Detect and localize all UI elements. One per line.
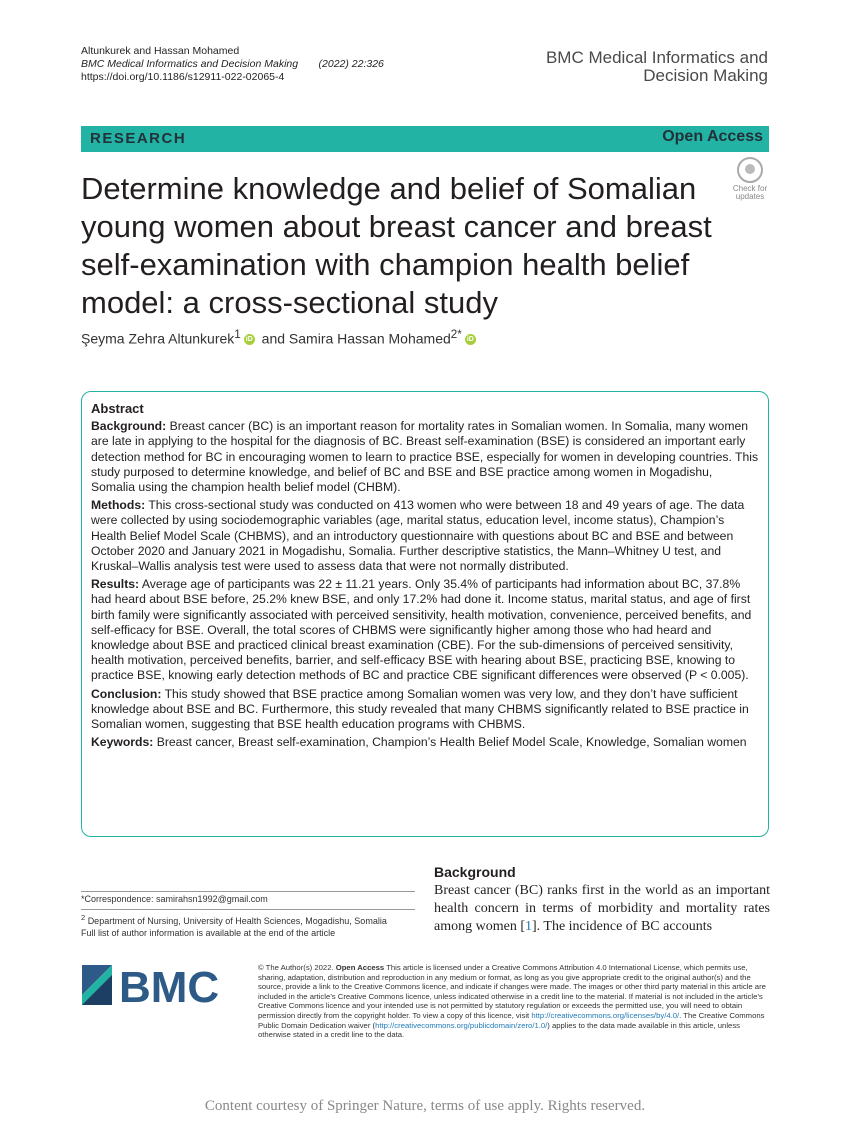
background-text: Breast cancer (BC) ranks first in the world as an important health concern in terms of morbidity and mortality rates among women [1]. The incidence of BC accounts bbox=[434, 883, 770, 934]
header-doi[interactable]: https://doi.org/10.1186/s12911-022-02065-4 bbox=[81, 71, 285, 83]
license-statement: © The Author(s) 2022. Open Access This article is licensed under a Creative Commons Attribution 4.0 International License, which permits use, sharing, adaptation, distribution and reproduction in any medium or format, as long as you give appropriate credit to the original author(s) and the source, provide a link to the Creative Commons licence, and indicate if changes were made. The images or other third party material in this article are included in the article’s Creative Commons licence, unless indicated otherwise in a credit line to the material. If material is not included in the article’s Creative Commons licence and your intended use is not permitted by statutory regulation or exceeds the permitted use, you will need to obtain permission directly from the copyright holder. To view a copy of this licence, visit http://creativecommons.org/licenses/by/4.0/. The Creative Commons Public Domain Dedication waiver (http://creativecommons.org/publicdomain/zero/1.0/) applies to the data made available in this article, unless otherwise stated in a credit line to the data. bbox=[258, 963, 766, 1040]
check-for-updates-badge[interactable]: Check for updates bbox=[728, 157, 772, 201]
author-list: Şeyma Zehra Altunkurek$^1$ iD and Samira Hassan Mohamed$^{2*}$ iD bbox=[81, 328, 474, 347]
author-1[interactable]: Şeyma Zehra Altunkurek bbox=[81, 330, 235, 347]
correspondence-note: *Correspondence: samirahsn1992@gmail.com bbox=[81, 894, 268, 904]
abstract-box bbox=[81, 391, 769, 837]
orcid-icon[interactable]: iD bbox=[466, 336, 474, 344]
abstract-methods: Methods: This cross-sectional study was conducted on 413 women who were between 18 and 49 years of age. The data were collected by using sociodemographic variables (age, marital status, education level, income status), Champion’s Health Belief Model Scale (CHBMS), and an introductory questionnaire with questions about BC and BSE and between October 2020 and January 2021 in Mogadishu, Somalia. Further descriptive statistics, the Mann–Whitney U test, and Kruskal–Wallis analysis test were used to assess data that were not normally distributed. bbox=[91, 498, 745, 574]
journal-name: BMC Medical Informatics and Decision Making bbox=[545, 48, 768, 85]
abstract-heading: Abstract bbox=[91, 401, 144, 416]
bmc-logo-text: BMC bbox=[119, 965, 220, 1005]
orcid-icon[interactable]: iD bbox=[245, 336, 253, 344]
header-year-volume: (2022) 22:326 bbox=[318, 58, 384, 70]
article-header-meta bbox=[81, 45, 384, 84]
abstract-results: Results: Average age of participants was 22 ± 11.21 years. Only 35.4% of participants had information about BC, 37.8% had heard about BSE before, 25.2% knew BSE, and only 17.2% had done it. Income status, marital status, and age of first birth family were significantly associated with perceived sensitivity, health motivation, convenience, perceived benefits, and self-efficacy for BSE. Overall, the total scores of CHBMS were significantly higher among those who had heard and knowledge about BSE and practiced clinical breast examination (CBE). For the sub-dimensions of perceived sensitivity, health motivation, perceived benefits, barrier, and self-efficacy BSE with hearing about BSE, practicing BSE, knowing to practice BSE, knowing early detection methods of BC and practice CBE significant differences were observed (P < 0.005). bbox=[91, 577, 752, 683]
reference-link[interactable]: 1 bbox=[524, 919, 532, 934]
public-domain-link[interactable]: http://creativecommons.org/publicdomain/zero/1.0/ bbox=[375, 1020, 548, 1030]
header-authors: Altunkurek and Hassan Mohamed bbox=[81, 45, 240, 57]
header-journal: BMC Medical Informatics and Decision Making bbox=[81, 58, 299, 70]
affiliation-note: $^2$ Department of Nursing, University of Health Sciences, Mogadishu, Somalia Full list of author information is available at the end of the article bbox=[81, 913, 387, 938]
abstract-conclusion: Conclusion: This study showed that BSE practice among Somalian women was very low, and they don’t have sufficient knowledge about BSE and BC. Furthermore, this study revealed that many CHBMS significantly related to BSE practice in Somalian women, suggesting that BSE health education programs with CHBMS. bbox=[91, 686, 749, 732]
research-banner bbox=[81, 126, 769, 152]
footnote-divider bbox=[81, 909, 415, 910]
abstract-background: Background: Breast cancer (BC) is an important reason for mortality rates in Somalian women. In Somalia, many women are late in applying to the hospital for the diagnosis of BC. Breast self-examination (BSE) is considered an important early detection method for BC in encouraging women to learn to practice BSE, especially for women in developing countries. This study purposed to determine knowledge, and belief of BC and BSE and BSE practice among women in Mogadishu, Somalia using the champion health belief model (CHBM). bbox=[91, 419, 759, 495]
bmc-logo bbox=[82, 965, 237, 1005]
license-link[interactable]: http://creativecommons.org/licenses/by/4.0/ bbox=[531, 1010, 680, 1020]
footnote-divider bbox=[81, 891, 415, 892]
research-label: RESEARCH bbox=[90, 130, 187, 147]
abstract-keywords: Keywords: Breast cancer, Breast self-examination, Champion’s Health Belief Model Scale, Knowledge, Somalian women bbox=[91, 735, 747, 750]
author-2[interactable]: and Samira Hassan Mohamed bbox=[261, 330, 451, 347]
article-title: Determine knowledge and belief of Somalian young women about breast cancer and breast self-examination with champion health belief model: a cross-sectional study bbox=[81, 171, 712, 320]
background-heading: Background bbox=[434, 864, 516, 880]
open-access-label: Open Access bbox=[662, 128, 763, 145]
springer-footer: Content courtesy of Springer Nature, terms of use apply. Rights reserved. bbox=[204, 1098, 646, 1114]
